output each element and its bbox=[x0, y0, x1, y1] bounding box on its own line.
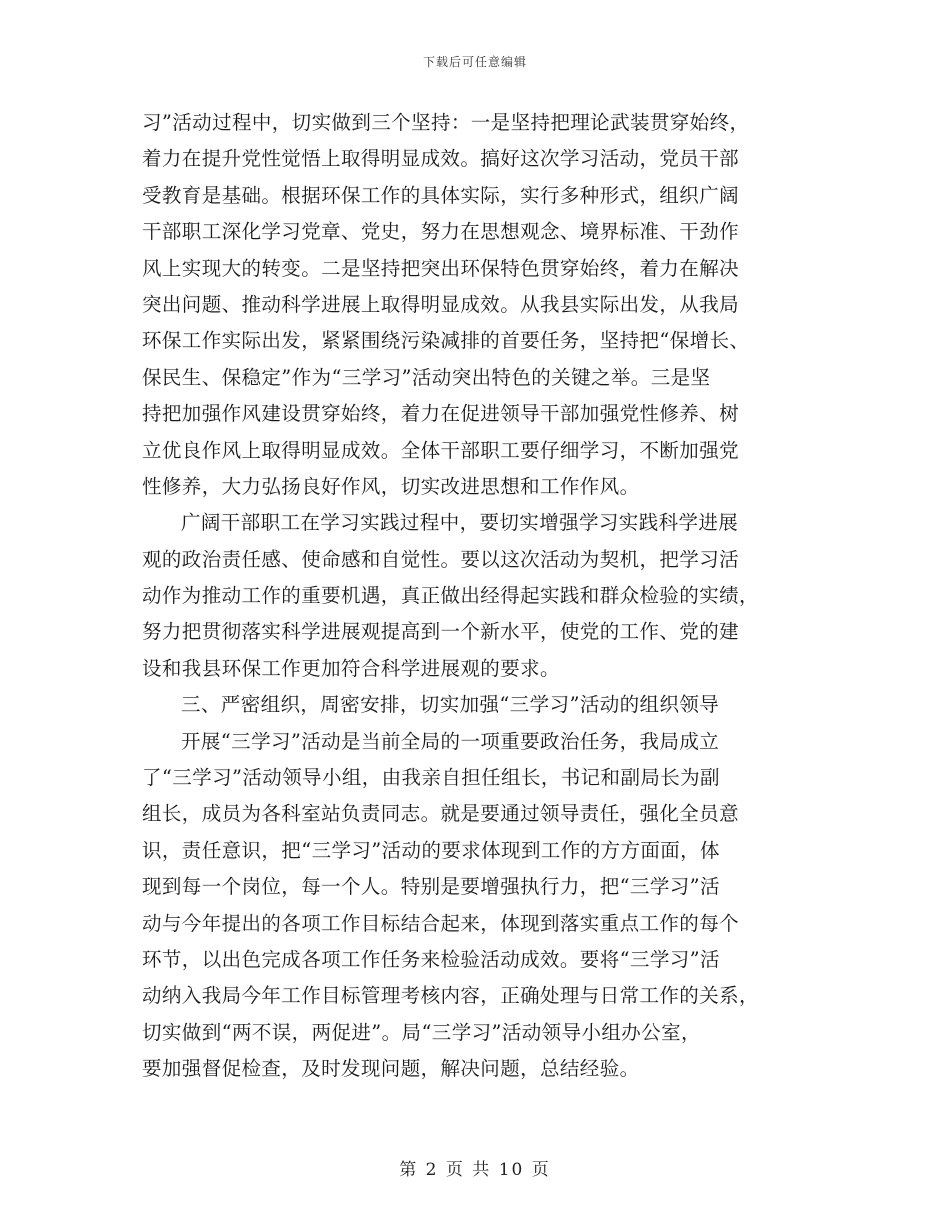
text-line: 动作为推动工作的重要机遇，真正做出经得起实践和群众检验的实绩， bbox=[142, 584, 759, 608]
paragraph-start-line: 广阔干部职工在学习实践过程中，要切实增强学习实践科学进展 bbox=[181, 511, 739, 535]
text-line: 组长，成员为各科室站负责同志。就是要通过领导责任，强化全员意 bbox=[142, 802, 740, 826]
section-heading: 三、严密组织，周密安排，切实加强“三学习”活动的组织领导 bbox=[181, 693, 720, 717]
document-body bbox=[142, 105, 812, 1088]
text-line: 性修养，大力弘扬良好作风，切实改进思想和工作作风。 bbox=[142, 474, 640, 498]
page-header-note: 下载后可任意编辑 bbox=[422, 55, 527, 69]
text-line: 现到每一个岗位，每一个人。特别是要增强执行力，把“三学习”活 bbox=[142, 875, 720, 899]
text-line: 环节，以出色完成各项工作任务来检验活动成效。要将“三学习”活 bbox=[142, 947, 720, 971]
paragraph-start-line: 开展“三学习”活动是当前全局的一项重要政治任务，我局成立 bbox=[181, 729, 720, 753]
text-line: 努力把贯彻落实科学进展观提高到一个新水平，使党的工作、党的建 bbox=[142, 620, 740, 644]
text-line: 持把加强作风建设贯穿始终，着力在促进领导干部加强党性修养、树 bbox=[142, 402, 740, 426]
text-line: 干部职工深化学习党章、党史，努力在思想观念、境界标准、干劲作 bbox=[142, 220, 740, 244]
page-number: 第 2 页 共 10 页 bbox=[399, 1160, 551, 1180]
text-line: 切实做到“两不误，两促进”。局“三学习”活动领导小组办公室， bbox=[142, 1020, 701, 1044]
text-line: 设和我县环保工作更加符合科学进展观的要求。 bbox=[142, 656, 560, 680]
text-line: 要加强督促检查，及时发现问题，解决问题，总结经验。 bbox=[142, 1057, 640, 1081]
text-line: 识，责任意识，把“三学习”活动的要求体现到工作的方方面面，体 bbox=[142, 838, 720, 862]
text-line: 着力在提升党性觉悟上取得明显成效。搞好这次学习活动，党员干部 bbox=[142, 147, 740, 171]
text-line: 习”活动过程中，切实做到三个坚持：一是坚持把理论武装贯穿始终， bbox=[142, 111, 750, 134]
text-line: 立优良作风上取得明显成效。全体干部职工要仔细学习，不断加强党 bbox=[142, 438, 740, 462]
text-line: 动纳入我局今年工作目标管理考核内容，正确处理与日常工作的关系， bbox=[142, 984, 759, 1008]
text-line: 环保工作实际出发，紧紧围绕污染减排的首要任务，坚持把“保增长、 bbox=[142, 329, 750, 353]
text-line: 观的政治责任感、使命感和自觉性。要以这次活动为契机，把学习活 bbox=[142, 547, 740, 571]
text-line: 动与今年提出的各项工作目标结合起来，体现到落实重点工作的每个 bbox=[142, 911, 740, 935]
text-line: 了“三学习”活动领导小组，由我亲自担任组长，书记和副局长为副 bbox=[142, 766, 720, 790]
text-line: 受教育是基础。根据环保工作的具体实际，实行多种形式，组织广阔 bbox=[142, 183, 740, 207]
text-line: 风上实现大的转变。二是坚持把突出环保特色贯穿始终，着力在解决 bbox=[142, 256, 740, 280]
text-line: 突出问题、推动科学进展上取得明显成效。从我县实际出发，从我局 bbox=[142, 292, 740, 316]
text-line: 保民生、保稳定”作为“三学习”活动突出特色的关键之举。三是坚 bbox=[142, 365, 711, 389]
